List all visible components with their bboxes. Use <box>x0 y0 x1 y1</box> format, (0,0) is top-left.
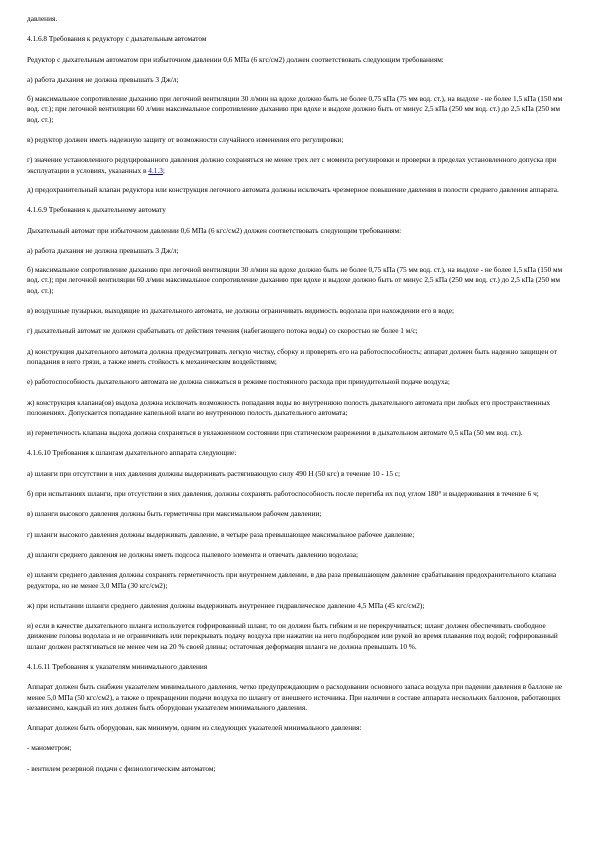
list-item <box>27 155 569 176</box>
list-item: - манометром; <box>27 743 72 753</box>
list-item: ж) при испытании шланги среднего давления должны выдерживать внутреннее гидравлическое давление 4,5 МПа (45 кгс/см2); <box>27 600 425 610</box>
section-heading: 4.1.6.10 Требования к шлангам дыхательного аппарата следующие: <box>27 448 237 458</box>
list-item: а) шланги при отсутствии в них давления должны выдерживать растягивающую силу 490 Н (50 кгс) в течение 10 - 15 с; <box>27 468 401 478</box>
list-item: а) работа дыхания не должна превышать 3 Дж/л; <box>27 74 179 84</box>
section-heading: 4.1.6.8 Требования к редуктору с дыхательным автоматом <box>27 34 207 44</box>
list-item: - вентилем резервной подачи с физиологическим автоматом; <box>27 763 216 773</box>
list-item: в) шланги высокого давления должны быть герметичны при максимальном рабочем давлении; <box>27 509 322 519</box>
list-item: д) предохранительный клапан редуктора или конструкция легочного автомата должны исключать чрезмерное повышение давления в полости среднего давления аппарата. <box>27 184 559 194</box>
paragraph: Дыхательный автомат при избыточном давлении 0,6 МПа (6 кгс/см2) должен соответствовать следующим требованиям: <box>27 225 402 235</box>
list-item: ж) конструкция клапана(ов) выдоха должна исключать возможность попадания воды во внутреннюю полость дыхательного автомата при любых его пространственных положениях. Допускается попадание капельной влаги во внутреннюю полость дыхательного автомата; <box>27 397 551 417</box>
list-item: и) герметичность клапана выдоха должна сохраняться в увлажненном состоянии при статическом разрежении в дыхательном автомате 0,5 кПа (50 мм вод. ст.). <box>27 428 523 438</box>
list-item: е) шланги среднего давления должны сохранять герметичность при внутреннем давлении, в два раза превышающем давление срабатывания предохранительного клапана редуктора, но не менее 3,0 МПа (30 кгс/см2); <box>27 570 557 590</box>
paragraph: Аппарат должен быть оборудован, как минимум, одним из следующих указателей минимального давления: <box>27 723 362 733</box>
list-item: б) максимальное сопротивление дыханию при легочной вентиляции 30 л/мин на вдохе должно быть не более 0,75 кПа (75 мм вод. ст.), на выдохе - не более 1,5 кПа (150 мм вод. ст.); при легочной вентиляции 60 л/мин максимальное сопротивление дыханию при вдохе и выдохе должно быть от минус 2,5 кПа (250 мм вод. ст.) до 2,5 кПа (250 мм вод. ст.); <box>27 265 563 295</box>
list-item: в) редуктор должен иметь надежную защиту от возможности случайного изменения его регулировки; <box>27 135 344 145</box>
list-item: г) шланги высокого давления должны выдерживать давление, в четыре раза превышающее максимальное рабочее давление; <box>27 529 415 539</box>
paragraph: Редуктор с дыхательным автоматом при избыточном давлении 0,6 МПа (6 кгс/см2) должен соответствовать следующим требованиям: <box>27 54 444 64</box>
section-heading: 4.1.6.11 Требования к указателям минимального давления <box>27 661 208 671</box>
list-item: и) если в качестве дыхательного шланга используется гофрированный шланг, то он должен быть гибким и не перекручиваться; шланг должен обеспечивать свободное движение головы водолаза и не ограничивать или перекрывать подачу воздуха при нажатии на него подбородком или рукой во время плавания под водой; гофрированный шланг должен растягиваться не менее чем на 20 % своей длины; остаточная деформация шланга не должна превышать 10 %. <box>27 621 558 651</box>
list-item: г) дыхательный автомат не должен срабатывать от действия течения (набегающего потока воды) со скоростью не более 1 м/с; <box>27 326 418 336</box>
section-heading: 4.1.6.9 Требования к дыхательному автомату <box>27 205 166 215</box>
list-item: д) конструкция дыхательного автомата должна предусматривать легкую чистку, сборку и проверять его на работоспособность; аппарат должен быть надежно защищен от попадания в него грязи, а также иметь стойкость к механическим воздействиям; <box>27 346 557 366</box>
list-item: в) воздушные пузырьки, выходящие из дыхательного автомата, не должны ограничивать видимость водолаза при нахождении его в воде; <box>27 306 455 316</box>
paragraph: давления. <box>27 14 58 23</box>
list-item: е) работоспособность дыхательного автомата не должна снижаться в режиме постоянного расхода при принудительной подаче воздуха; <box>27 377 450 387</box>
list-item: б) при испытаниях шланги, при отсутствии в них давления, должны сохранять работоспособность после перегиба их под углом 180° и выдерживания в течение 6 ч; <box>27 489 539 499</box>
list-item: а) работа дыхания не должна превышать 3 Дж/л; <box>27 245 179 255</box>
paragraph: Аппарат должен быть снабжен указателем минимального давления, четко предупреждающим о расходовании основного запаса воздуха при падении давления в баллоне не менее 5,0 МПа (50 кгс/см2), а также о прекращении подачи воздуха по шлангу от внешнего источника. При наличии в составе аппарата нескольких баллонов, работающих независимо, каждый из них должен быть оборудован указателем минимального давления. <box>27 682 563 712</box>
list-item-text: ; <box>162 165 165 175</box>
list-item: д) шланги среднего давления не должны иметь подсоса пылевого элемента и отвечать давлению водолаза; <box>27 549 358 559</box>
list-item-text: г) значение установленного редуцированного давления должно сохраняться не менее трех лет с момента регулировки и проверки в пределах установленного допуска при эксплуатации в условиях, указанных в <box>27 155 557 175</box>
list-item: б) максимальное сопротивление дыханию при легочной вентиляции 30 л/мин на вдохе должно быть не более 0,75 кПа (75 мм вод. ст.), на выдохе - не более 1,5 кПа (150 мм вод. ст.); при легочной вентиляции 60 л/мин максимальное сопротивление дыханию при вдохе и выдохе должно быть от минус 2,5 кПа (250 мм вод. ст.) до 2,5 кПа (250 мм вод. ст.); <box>27 94 563 124</box>
clause-link[interactable]: 4.1.3 <box>148 165 163 175</box>
